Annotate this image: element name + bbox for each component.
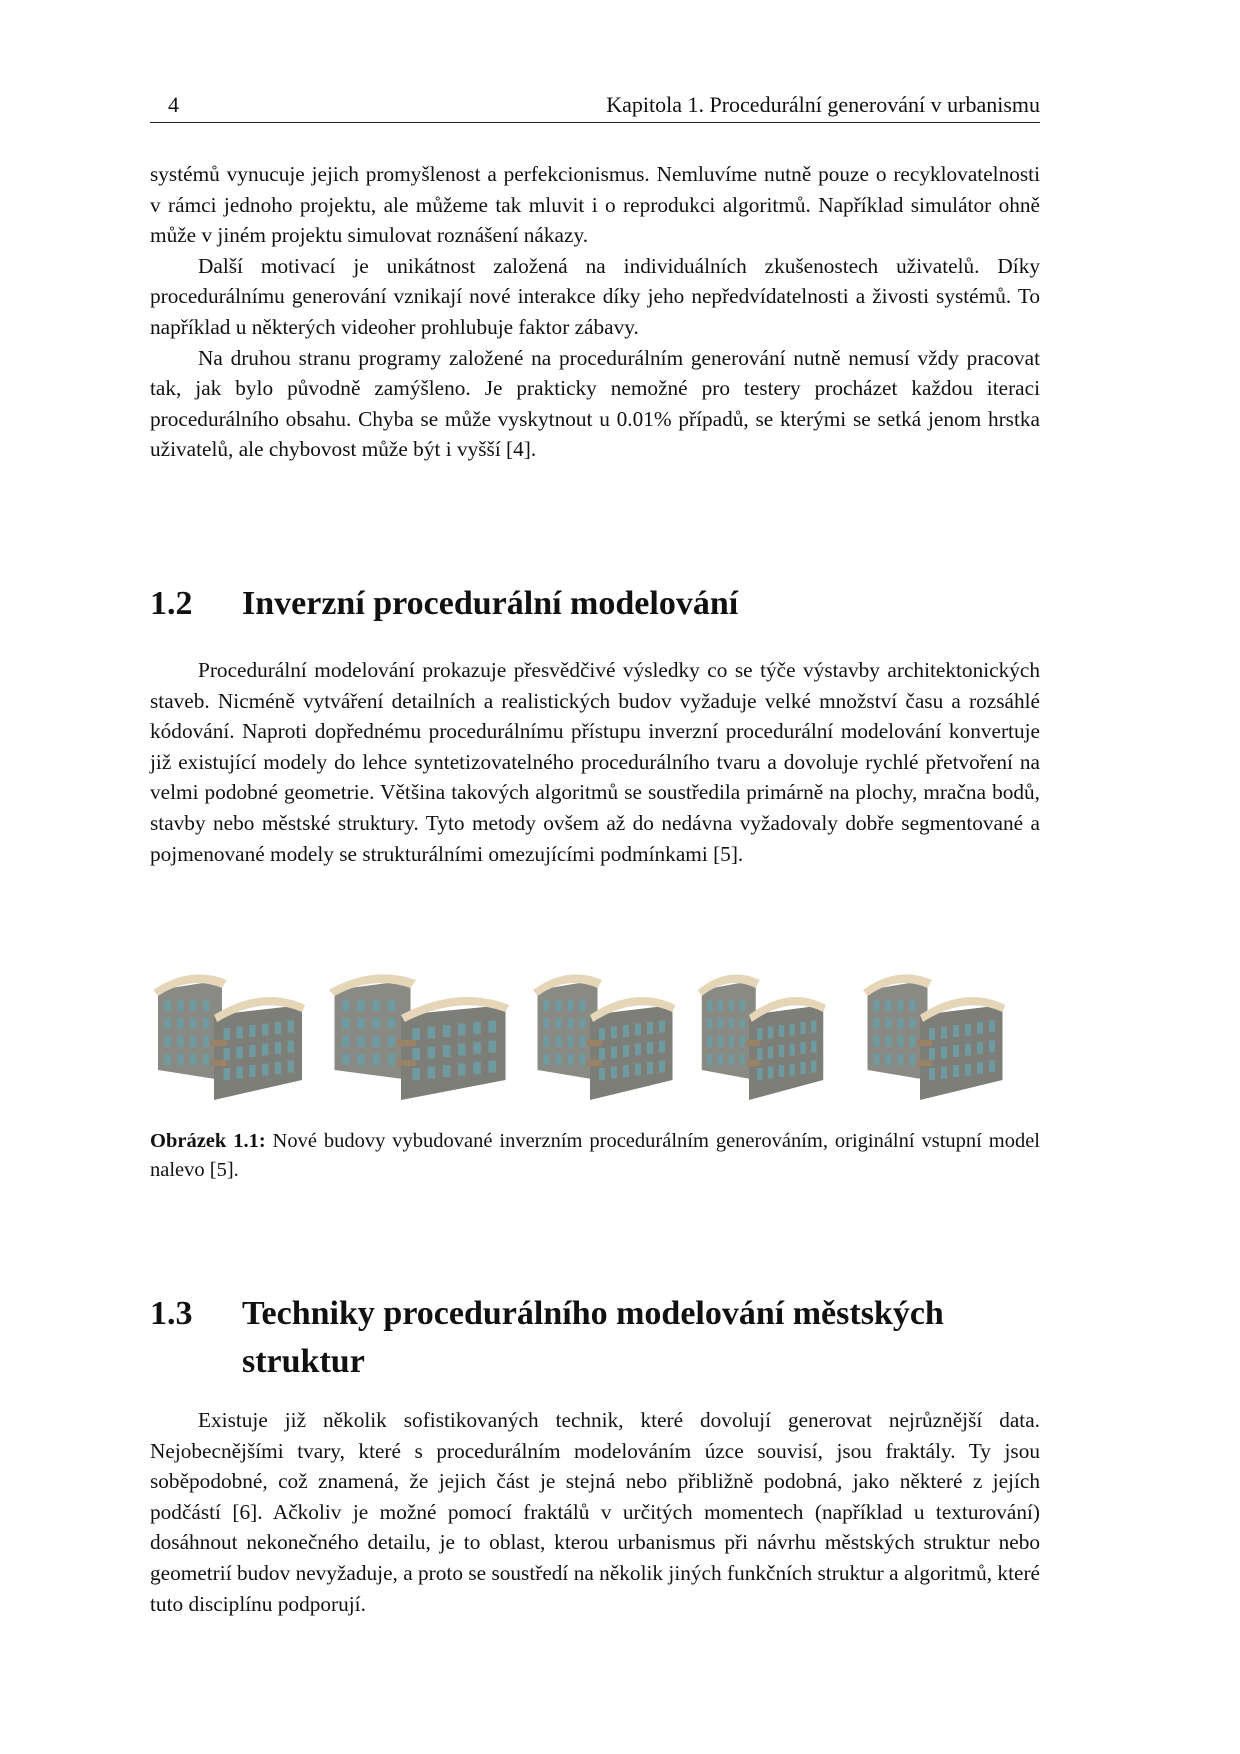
- balcony: [917, 1040, 932, 1046]
- window: [388, 1018, 396, 1029]
- window: [647, 1062, 653, 1074]
- window: [623, 1025, 629, 1037]
- window: [941, 1027, 947, 1039]
- window: [886, 1018, 892, 1029]
- window: [443, 1065, 451, 1077]
- window: [874, 1018, 880, 1029]
- window: [443, 1025, 451, 1037]
- window: [580, 1000, 586, 1011]
- window: [965, 1024, 971, 1036]
- window: [388, 1000, 396, 1011]
- window: [288, 1021, 294, 1033]
- window: [203, 1000, 209, 1011]
- window: [556, 1000, 562, 1011]
- window: [177, 1000, 183, 1011]
- window: [473, 1022, 481, 1034]
- window: [790, 1024, 795, 1036]
- window: [886, 1000, 892, 1011]
- window: [388, 1054, 396, 1065]
- window: [910, 1018, 916, 1029]
- building-model-variant-3: [698, 974, 826, 1100]
- window: [611, 1047, 617, 1059]
- window: [262, 1024, 268, 1036]
- window: [177, 1036, 183, 1047]
- window: [953, 1045, 959, 1057]
- section-title: Inverzní procedurální modelování: [242, 585, 739, 622]
- window: [768, 1047, 773, 1059]
- window: [707, 1036, 712, 1047]
- window: [275, 1062, 281, 1074]
- window: [458, 1024, 466, 1036]
- window: [164, 1000, 170, 1011]
- balcony: [746, 1060, 760, 1066]
- window: [288, 1061, 294, 1073]
- intro-text: [150, 159, 1040, 465]
- window: [965, 1064, 971, 1076]
- window: [989, 1061, 995, 1073]
- window: [224, 1028, 230, 1040]
- window: [203, 1018, 209, 1029]
- paragraph: Na druhou stranu programy založené na procedurálním generování nutně nemusí vždy pracovat tak, jak bylo původně zamýšleno. Je prakticky nemožné pro testery procházet každou iteraci procedurálního obsahu. Chyba se může vyskytnout u 0.01% případů, se kterými se setká jenom hrstka uživatelů, ale chybovost může být i vyšší [4].: [150, 345, 1040, 462]
- window: [623, 1065, 629, 1077]
- window: [164, 1018, 170, 1029]
- window: [556, 1036, 562, 1047]
- window: [568, 1018, 574, 1029]
- paragraph: Procedurální modelování prokazuje přesvědčivé výsledky co se týče výstavby architektonických staveb. Nicméně vytváření detailních a realistických budov vyžaduje velké množství času a rozsáhlé kódování. Naproti dopřednému procedurálnímu přístupu inverzní procedurální modelování konvertuje již existující modely do lehce syntetizovatelného procedurálního tvaru a dovoluje rychlé přetvoření na velmi podobné geometrie. Většina takových algoritmů se soustředila primárně na plochy, mračna bodů, stavby nebo městské struktury. Tyto metody ovšem až do nedávna vyžadovaly dobře segmentované a pojmenované modely se strukturálními omezujícími podmínkami [5].: [150, 658, 1040, 866]
- window: [800, 1022, 805, 1034]
- window: [910, 1054, 916, 1065]
- window: [707, 1018, 712, 1029]
- window: [718, 1054, 723, 1065]
- balcony: [211, 1060, 227, 1066]
- window: [811, 1041, 816, 1053]
- page-number: 4: [168, 92, 179, 117]
- window: [757, 1048, 762, 1060]
- window: [473, 1042, 481, 1054]
- running-header: [150, 92, 1040, 123]
- paragraph: Existuje již několik sofistikovaných technik, které dovolují generovat nejrůznější data. Nejobecnějšími tvary, které s procedurálním modelováním úzce souvisí, jsou fraktály. Ty jsou soběpodobné, což znamená, že jejich část je stejná nebo přibližně podobná, jako některé z jejích podčástí [6]. Ačkoliv je možné pomocí fraktálů v určitých momentech (například u texturování) dosáhnout nekonečného detailu, je to oblast, kterou urbanismus při návrhu městských struktur nebo geometrií budov nevyžaduje, a proto se soustředí na několik jiných funkčních struktur a algoritmů, které tuto disciplínu podporují.: [150, 1408, 1040, 1616]
- figure-caption: [150, 1127, 1040, 1185]
- window: [768, 1067, 773, 1079]
- window: [342, 1036, 350, 1047]
- window: [203, 1036, 209, 1047]
- window: [177, 1054, 183, 1065]
- balcony: [397, 1040, 416, 1046]
- balcony: [397, 1060, 416, 1066]
- window: [458, 1064, 466, 1076]
- balcony: [211, 1040, 227, 1046]
- building-model-original: [153, 974, 305, 1100]
- window: [580, 1036, 586, 1047]
- window: [965, 1044, 971, 1056]
- window: [249, 1045, 255, 1057]
- window: [580, 1054, 586, 1065]
- paragraph: Další motivací je unikátnost založená na individuálních zkušenostech uživatelů. Díky procedurálnímu generování vznikají nové interakce díky jeho nepředvídatelnosti a živosti systémů. To například u některých videoher prohlubuje faktor zábavy.: [150, 253, 1040, 339]
- window: [740, 1018, 745, 1029]
- window: [373, 1000, 381, 1011]
- window: [190, 1036, 196, 1047]
- window: [249, 1025, 255, 1037]
- window: [190, 1054, 196, 1065]
- window: [874, 1000, 880, 1011]
- window: [757, 1068, 762, 1080]
- window: [800, 1042, 805, 1054]
- window: [910, 1000, 916, 1011]
- window: [977, 1062, 983, 1074]
- window: [428, 1027, 436, 1039]
- window: [164, 1054, 170, 1065]
- window: [729, 1036, 734, 1047]
- window: [898, 1018, 904, 1029]
- window: [236, 1067, 242, 1079]
- window: [729, 1054, 734, 1065]
- window: [898, 1054, 904, 1065]
- window: [357, 1018, 365, 1029]
- window: [412, 1068, 420, 1080]
- window: [910, 1036, 916, 1047]
- window: [953, 1065, 959, 1077]
- window: [568, 1036, 574, 1047]
- window: [203, 1054, 209, 1065]
- window: [236, 1047, 242, 1059]
- window: [941, 1047, 947, 1059]
- balcony: [587, 1040, 602, 1046]
- window: [768, 1027, 773, 1039]
- window: [729, 1018, 734, 1029]
- section-1-3-body: [150, 1405, 1040, 1619]
- window: [568, 1000, 574, 1011]
- window: [544, 1054, 550, 1065]
- window: [568, 1054, 574, 1065]
- caption-label: Obrázek 1.1:: [150, 1130, 266, 1152]
- window: [886, 1036, 892, 1047]
- window: [659, 1021, 665, 1033]
- section-heading-1-3: [150, 1290, 1040, 1386]
- window: [929, 1048, 935, 1060]
- window: [177, 1018, 183, 1029]
- window: [599, 1068, 605, 1080]
- window: [388, 1036, 396, 1047]
- window: [898, 1000, 904, 1011]
- window: [635, 1064, 641, 1076]
- window: [647, 1042, 653, 1054]
- window: [236, 1027, 242, 1039]
- window: [224, 1048, 230, 1060]
- window: [428, 1047, 436, 1059]
- window: [977, 1022, 983, 1034]
- window: [779, 1025, 784, 1037]
- window: [718, 1036, 723, 1047]
- window: [800, 1062, 805, 1074]
- figure-1-1: [150, 960, 1040, 1110]
- window: [458, 1044, 466, 1056]
- window: [740, 1054, 745, 1065]
- window: [929, 1028, 935, 1040]
- window: [611, 1067, 617, 1079]
- window: [635, 1044, 641, 1056]
- window: [740, 1000, 745, 1011]
- window: [989, 1021, 995, 1033]
- window: [929, 1068, 935, 1080]
- building-model-variant-1: [329, 974, 510, 1100]
- window: [707, 1000, 712, 1011]
- window: [288, 1041, 294, 1053]
- window: [811, 1021, 816, 1033]
- window: [544, 1018, 550, 1029]
- window: [874, 1036, 880, 1047]
- paragraph: systémů vynucuje jejich promyšlenost a perfekcionismus. Nemluvíme nutně pouze o recyklovatelnosti v rámci jednoho projektu, ale můžeme tak mluvit i o reprodukci algoritmů. Například simulátor ohně může v jiném projektu simulovat roznášení nákazy.: [150, 162, 1040, 248]
- section-number: 1.2: [150, 585, 193, 622]
- window: [342, 1018, 350, 1029]
- window: [373, 1018, 381, 1029]
- window: [544, 1036, 550, 1047]
- window: [262, 1064, 268, 1076]
- window: [443, 1045, 451, 1057]
- balcony: [587, 1060, 602, 1066]
- window: [623, 1045, 629, 1057]
- window: [275, 1042, 281, 1054]
- window: [190, 1000, 196, 1011]
- window: [740, 1036, 745, 1047]
- window: [190, 1018, 196, 1029]
- section-number: 1.3: [150, 1295, 193, 1332]
- window: [659, 1041, 665, 1053]
- window: [707, 1054, 712, 1065]
- building-models-figure: [150, 960, 1040, 1110]
- window: [556, 1054, 562, 1065]
- window: [275, 1022, 281, 1034]
- window: [811, 1061, 816, 1073]
- window: [224, 1068, 230, 1080]
- window: [556, 1018, 562, 1029]
- chapter-title: Kapitola 1. Procedurální generování v urbanismu: [606, 92, 1040, 117]
- window: [249, 1065, 255, 1077]
- window: [473, 1062, 481, 1074]
- window: [953, 1025, 959, 1037]
- window: [599, 1048, 605, 1060]
- window: [757, 1028, 762, 1040]
- window: [718, 1018, 723, 1029]
- window: [488, 1061, 496, 1073]
- window: [659, 1061, 665, 1073]
- caption-text: Nové budovy vybudované inverzním procedurálním generováním, originální vstupní model nalevo [5].: [150, 1130, 1040, 1181]
- window: [779, 1065, 784, 1077]
- window: [989, 1041, 995, 1053]
- window: [635, 1024, 641, 1036]
- balcony: [917, 1060, 932, 1066]
- window: [977, 1042, 983, 1054]
- window: [941, 1067, 947, 1079]
- window: [779, 1045, 784, 1057]
- window: [357, 1000, 365, 1011]
- window: [886, 1054, 892, 1065]
- window: [580, 1018, 586, 1029]
- balcony: [746, 1040, 760, 1046]
- window: [729, 1000, 734, 1011]
- window: [898, 1036, 904, 1047]
- building-model-variant-2: [533, 974, 676, 1100]
- window: [262, 1044, 268, 1056]
- window: [342, 1000, 350, 1011]
- window: [790, 1044, 795, 1056]
- window: [373, 1036, 381, 1047]
- window: [647, 1022, 653, 1034]
- section-title-line-1: Techniky procedurálního modelování městských: [242, 1295, 944, 1332]
- window: [357, 1054, 365, 1065]
- window: [488, 1041, 496, 1053]
- window: [428, 1067, 436, 1079]
- window: [357, 1036, 365, 1047]
- window: [544, 1000, 550, 1011]
- window: [874, 1054, 880, 1065]
- window: [342, 1054, 350, 1065]
- window: [790, 1064, 795, 1076]
- section-title-line-2: struktur: [242, 1343, 365, 1380]
- window: [373, 1054, 381, 1065]
- section-heading-1-2: [150, 580, 1040, 628]
- building-model-variant-4: [863, 974, 1006, 1100]
- window: [599, 1028, 605, 1040]
- window: [611, 1027, 617, 1039]
- window: [718, 1000, 723, 1011]
- window: [412, 1048, 420, 1060]
- window: [164, 1036, 170, 1047]
- window: [412, 1028, 420, 1040]
- window: [488, 1021, 496, 1033]
- section-1-2-body: [150, 655, 1040, 869]
